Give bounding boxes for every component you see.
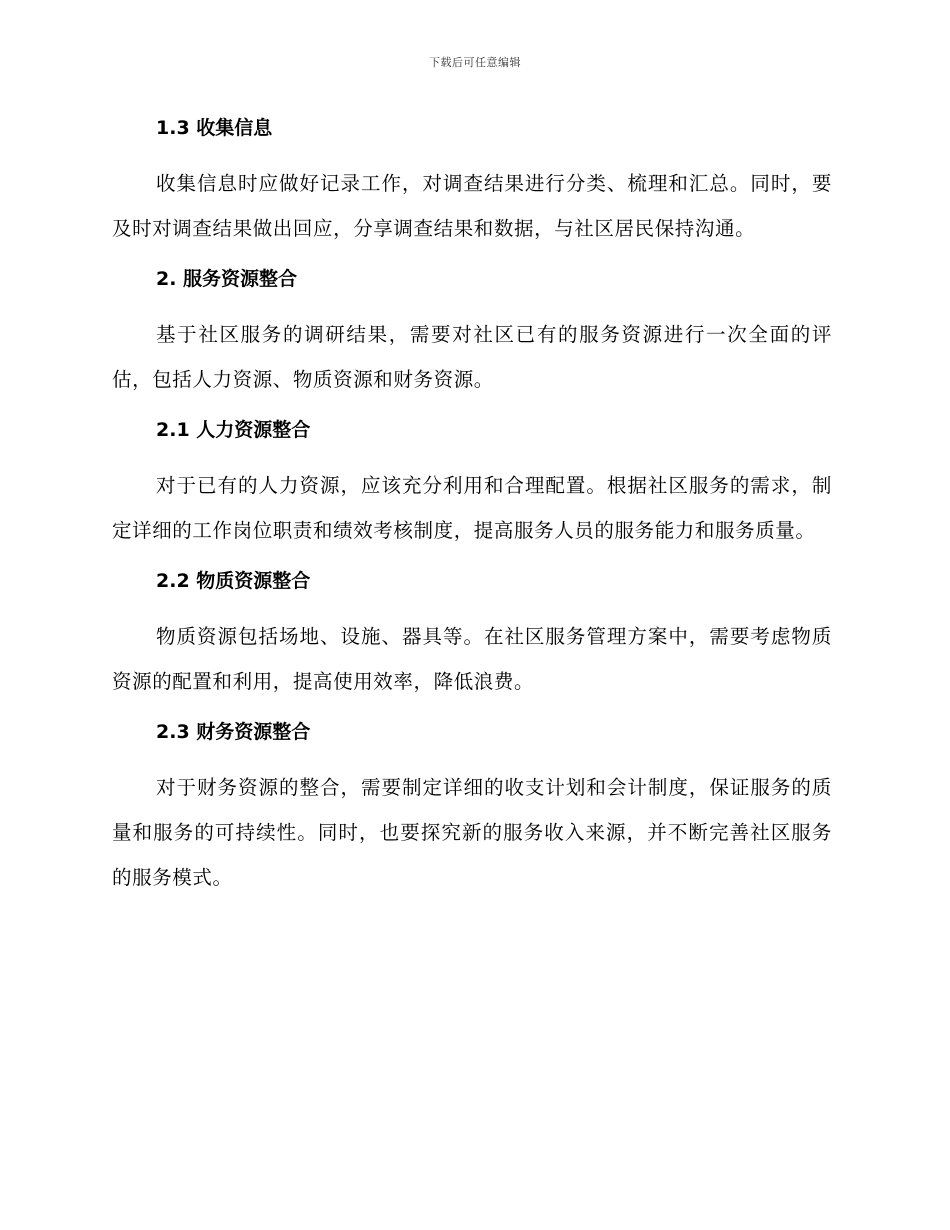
section-paragraph-2-1: 对于已有的人力资源，应该充分利用和合理配置。根据社区服务的需求，制定详细的工作岗位职责和绩效考核制度，提高服务人员的服务能力和服务质量。 [112,474,832,542]
page-header: 下载后可任意编辑 [429,56,521,69]
section-paragraph-2-2: 物质资源包括场地、设施、器具等。在社区服务管理方案中，需要考虑物质资源的配置和利用，提高使用效率，降低浪费。 [112,625,832,693]
section-heading-2-1: 2.1 人力资源整合 [156,419,311,441]
document-body [112,112,832,912]
section-paragraph-2: 基于社区服务的调研结果，需要对社区已有的服务资源进行一次全面的评估，包括人力资源、物质资源和财务资源。 [112,323,832,391]
section-paragraph-1-3: 收集信息时应做好记录工作，对调查结果进行分类、梳理和汇总。同时，要及时对调查结果做出回应，分享调查结果和数据，与社区居民保持沟通。 [112,172,832,240]
section-heading-1-3: 1.3 收集信息 [156,117,273,139]
section-heading-2-3: 2.3 财务资源整合 [156,721,311,743]
section-paragraph-2-3: 对于财务资源的整合，需要制定详细的收支计划和会计制度，保证服务的质量和服务的可持续性。同时，也要探究新的服务收入来源，并不断完善社区服务的服务模式。 [112,776,832,889]
section-heading-2-2: 2.2 物质资源整合 [156,570,311,592]
section-heading-2: 2. 服务资源整合 [156,268,298,290]
